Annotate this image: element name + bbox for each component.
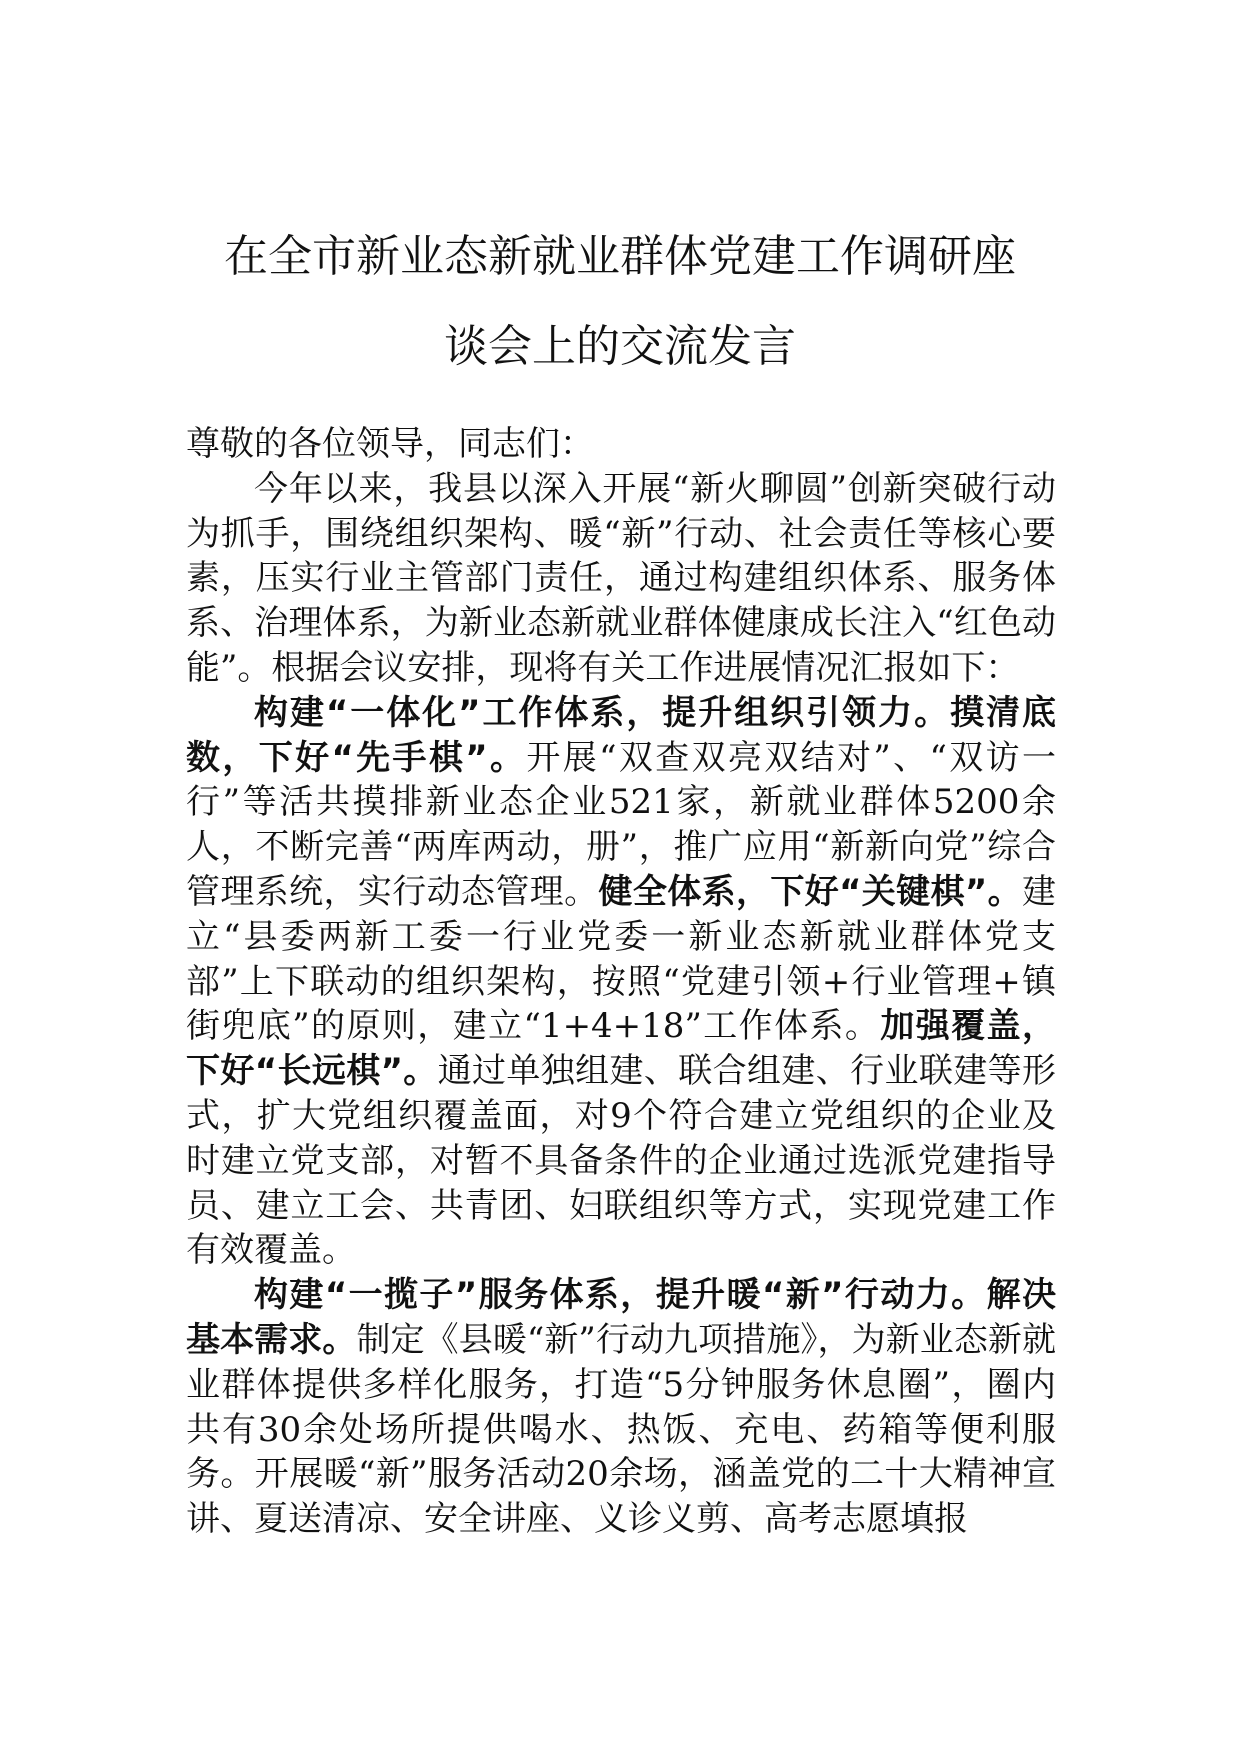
section-1-subheading-1: 摸清底数，下好“先手棋”。 — [186, 692, 1056, 778]
section-2-heading: 构建“一揽子”服务体系，提升暖“新”行动力。 — [254, 1275, 987, 1316]
section-2-paragraph — [186, 1273, 1056, 1542]
section-1-subheading-3: 加强覆盖，下好“长远棋”。 — [186, 1006, 1056, 1092]
section-2-subheading-1: 解决基本需求。 — [186, 1275, 1056, 1360]
document-title — [150, 212, 1090, 392]
document-body — [186, 422, 1056, 1542]
intro-paragraph: 今年以来，我县以深入开展“新火聊圆”创新突破行动为抓手，围绕组织架构、暖“新”行动、社会责任等核心要素，压实行业主管部门责任，通过构建组织体系、服务体系、治理体系，为新业态新就业群体健康成长注入“红色动能”。根据会议安排，现将有关工作进展情况汇报如下： — [186, 468, 1056, 688]
title-line-2: 谈会上的交流发言 — [444, 321, 796, 372]
section-2-text-1: 制定《县暖“新”行动九项措施》，为新业态新就业群体提供多样化服务，打造“5分钟服务休息圈”，圈内共有30余处场所提供喝水、热饭、充电、药箱等便利服务。开展暖“新”服务活动20余场，涵盖党的二十大精神宣讲、夏送清凉、安全讲座、义诊义剪、高考志愿填报 — [186, 1319, 1057, 1540]
section-1-paragraph — [186, 691, 1056, 1273]
salutation: 尊敬的各位领导，同志们： — [186, 424, 594, 464]
section-1-heading: 构建“一体化”工作体系，提升组织引领力。 — [254, 692, 951, 733]
section-1-text-3: 通过单独组建、联合组建、行业联建等形式，扩大党组织覆盖面，对9个符合建立党组织的企业及时建立党支部，对暂不具备条件的企业通过选派党建指导员、建立工会、共青团、妇联组织等方式，实现党建工作有效覆盖。 — [186, 1051, 1056, 1271]
title-line-1: 在全市新业态新就业群体党建工作调研座 — [224, 231, 1016, 282]
section-1-text-1: 开展“双查双亮双结对”、“双访一行”等活共摸排新业态企业521家，新就业群体5200余人，不断完善“两库两动，册”，推广应用“新新向党”综合管理系统，实行动态管理。 — [186, 737, 1056, 912]
section-1-text-2: 建立“县委两新工委一行业党委一新业态新就业群体党支部”上下联动的组织架构，按照“党建引领+行业管理+镇街兜底”的原则，建立“1+4+18”工作体系。 — [186, 871, 1056, 1047]
section-1-subheading-2: 健全体系，下好“关键棋”。 — [598, 871, 1022, 912]
